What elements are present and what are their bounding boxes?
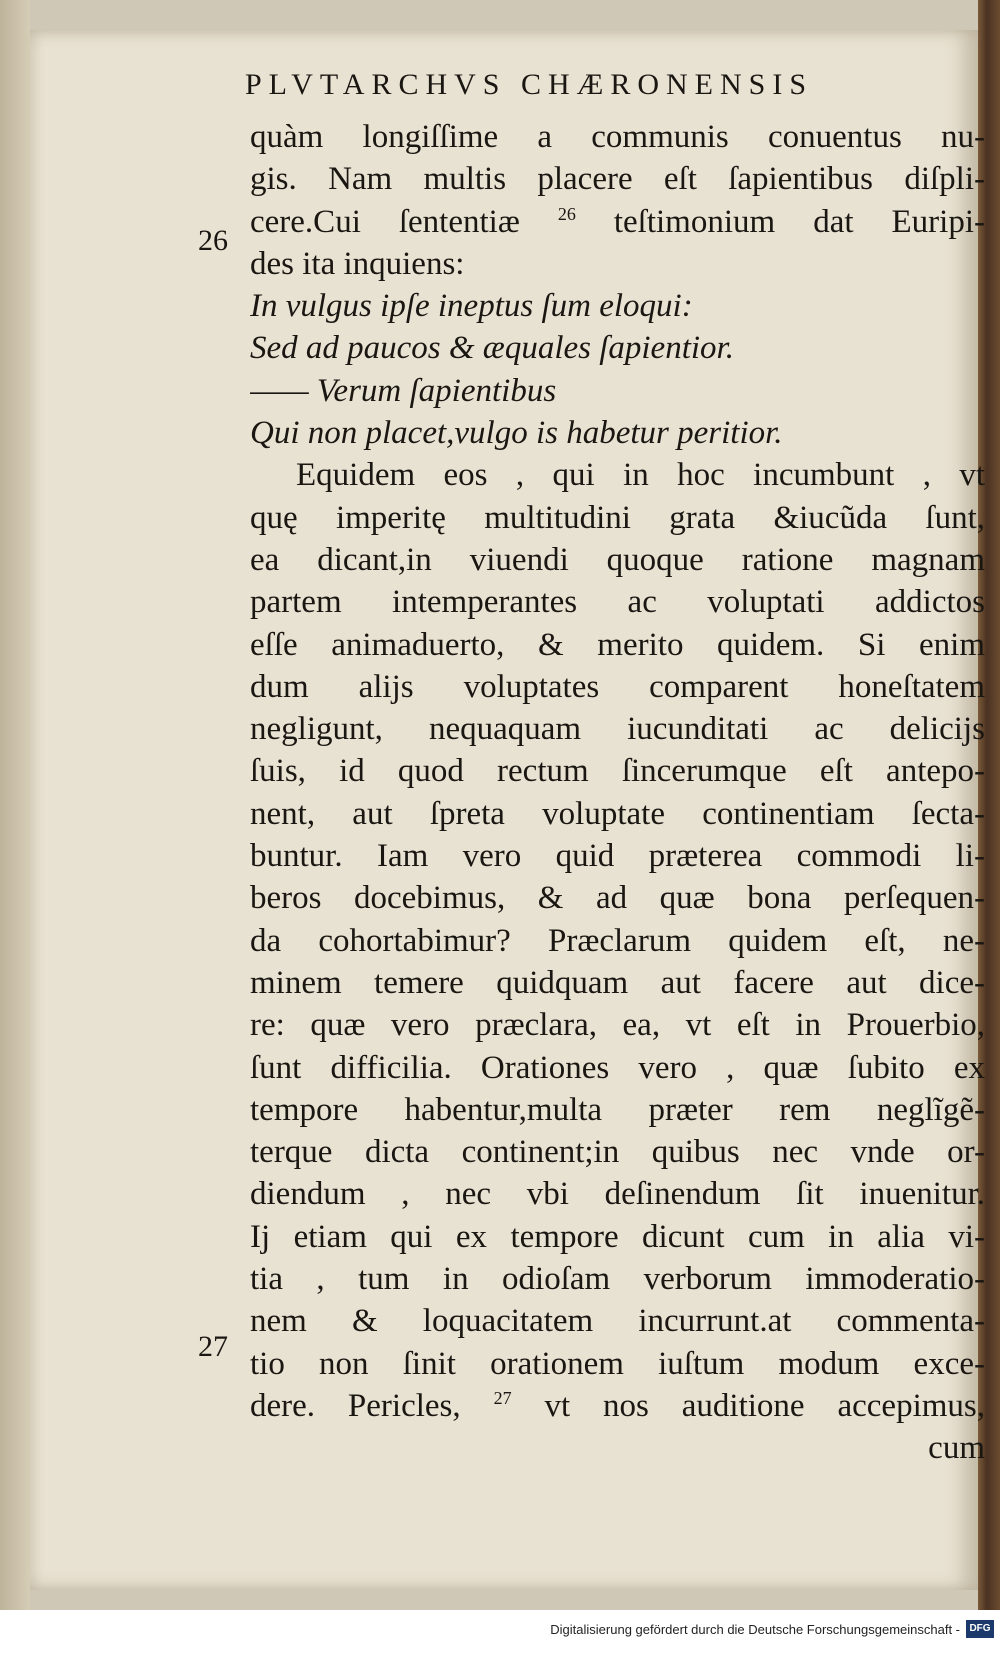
text-line: ea dicant,in viuendi quoque ratione magnam (250, 541, 985, 578)
verse-line: Sed ad paucos & æquales ſapientior. (250, 330, 734, 367)
text-line: beros docebimus, & ad quæ bona perſequen- (250, 880, 985, 917)
text-line: tio non ſinit orationem iuſtum modum exce- (250, 1345, 985, 1382)
text-line: re: quæ vero præclara, ea, vt eſt in Prouerbio, (250, 1007, 985, 1044)
book-edge-left (0, 0, 30, 1610)
paragraph-first-line: Equidem eos , qui in hoc incumbunt , vt (296, 457, 985, 494)
book-page (30, 30, 985, 1590)
text-line: dum alijs voluptates comparent honeſtatem (250, 668, 985, 705)
text-line: diendum , nec vbi deſinendum ſit inuenitur. (250, 1176, 985, 1213)
text-line: des ita inquiens: (250, 245, 465, 282)
digitization-footer (0, 1610, 1000, 1657)
text-line: gis. Nam multis placere eſt ſapientibus diſpli- (250, 161, 985, 198)
text-line: partem intemperantes ac voluptati addictos (250, 584, 985, 621)
text-segment: cere.Cui ſententiæ (250, 203, 558, 240)
text-line: eſſe animaduerto, & merito quidem. Si enim (250, 626, 985, 663)
text-segment: teſtimonium dat Euripi- (575, 203, 985, 240)
text-block (250, 116, 985, 1470)
text-line: quàm longiſſime a communis conuentus nu- (250, 119, 985, 155)
margin-note-26: 26 (198, 224, 228, 257)
text-line: terque dicta continent;in quibus nec vnde or- (250, 1134, 985, 1171)
text-line: quę imperitę multitudini grata &iucũda ſunt, (250, 499, 985, 536)
text-line: ſunt difficilia. Orationes vero , quæ ſubito ex (250, 1049, 985, 1086)
text-line (250, 1385, 985, 1427)
text-line (250, 201, 985, 243)
text-line: buntur. Iam vero quid præterea commodi li- (250, 838, 985, 875)
text-line: tempore habentur,multa præter rem neglĩgẽ- (250, 1091, 985, 1128)
text-line: Ij etiam qui ex tempore dicunt cum in alia vi- (250, 1218, 985, 1255)
text-segment: vt nos auditione accepimus, (511, 1387, 985, 1424)
margin-note-27: 27 (198, 1330, 228, 1363)
footnote-marker: 27 (493, 1387, 512, 1408)
text-line: nem & loquacitatem incurrunt.at commenta- (250, 1303, 985, 1340)
verse-line: Qui non placet,vulgo is habetur peritior. (250, 415, 783, 452)
footnote-marker: 26 (557, 203, 576, 224)
text-line: tia , tum in odioſam verborum immoderatio- (250, 1261, 985, 1298)
verse-line: In vulgus ipſe ineptus ſum eloqui: (250, 288, 693, 325)
text-line: minem temere quidquam aut facere aut dice- (250, 964, 985, 1001)
text-line: da cohortabimur? Præclarum quidem eſt, ne- (250, 922, 985, 959)
running-head: PLVTARCHVS CHÆRONENSIS (244, 68, 814, 101)
text-segment: dere. Pericles, (250, 1387, 494, 1424)
text-line: nent, aut ſpreta voluptate continentiam ſecta- (250, 795, 985, 832)
dfg-logo: DFG (966, 1620, 994, 1638)
catchword: cum (928, 1430, 985, 1467)
text-line: ſuis, id quod rectum ſincerumque eſt antepo- (250, 753, 985, 790)
funding-credit: Digitalisierung gefördert durch die Deutsche Forschungsgemeinschaft - (550, 1622, 960, 1637)
verse-line: —— Verum ſapientibus (250, 372, 557, 409)
text-line: negligunt, nequaquam iucunditati ac delicijs (250, 711, 985, 748)
